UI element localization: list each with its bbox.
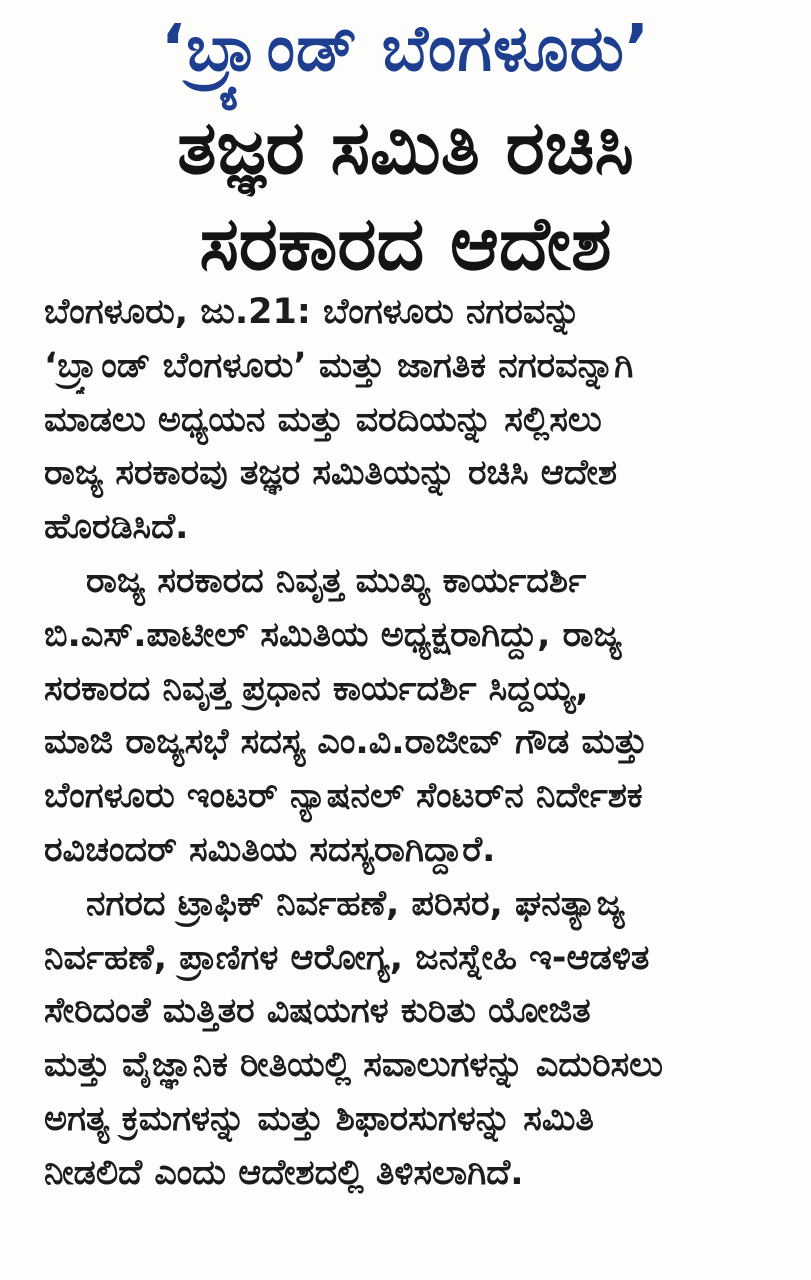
body-line: ರಾಜ್ಯ ಸರಕಾರವು ತಜ್ಞರ ಸಮಿತಿಯನ್ನು ರಚಿಸಿ ಆದೇಶ <box>44 453 618 494</box>
kicker-headline: ‘ಬ್ರ್ಯಾಂಡ್ ಬೆಂಗಳೂರು’ <box>160 12 651 86</box>
body-line: ‘ಬ್ರ್ಯಾಂಡ್ ಬೆಂಗಳೂರು’ ಮತ್ತು ಜಾಗತಿಕ ನಗರವನ್ನಾಗಿ <box>44 345 634 386</box>
body-line: ಮಾಡಲು ಅಧ್ಯಯನ ಮತ್ತು ವರದಿಯನ್ನು ಸಲ್ಲಿಸಲು <box>44 399 602 440</box>
body-line: ನಿರ್ವಹಣೆ, ಪ್ರಾಣಿಗಳ ಆರೋಗ್ಯ, ಜನಸ್ನೇಹಿ ಇ-ಆಡಳಿತ <box>44 937 650 978</box>
body-line: ಹೊರಡಿಸಿದೆ. <box>44 507 189 548</box>
article-body <box>44 286 796 1201</box>
headline-line-2: ಸರಕಾರದ ಆದೇಶ <box>199 201 612 287</box>
body-line: ಬಿ.ಎಸ್.ಪಾಟೀಲ್ ಸಮಿತಿಯ ಅಧ್ಯಕ್ಷರಾಗಿದ್ದು, ರಾಜ್ಯ <box>44 614 622 655</box>
headline-line-1: ತಜ್ಞರ ಸಮಿತಿ ರಚಿಸಿ <box>177 105 634 191</box>
body-line: ರವಿಚಂದರ್ ಸಮಿತಿಯ ಸದಸ್ಯರಾಗಿದ್ದಾರೆ. <box>44 829 496 870</box>
body-line: ಸರಕಾರದ ನಿವೃತ್ತ ಪ್ರಧಾನ ಕಾರ್ಯದರ್ಶಿ ಸಿದ್ದಯ್ಯ, <box>44 668 589 709</box>
body-line: ನಗರದ ಟ್ರಾಫಿಕ್ ನಿರ್ವಹಣೆ, ಪರಿಸರ, ಘನತ್ಯಾಜ್ಯ <box>86 883 625 924</box>
body-line: ಬೆಂಗಳೂರು ಇಂಟರ್ ನ್ಯಾಷನಲ್ ಸೆಂಟರ್‌ನ ನಿರ್ದೇಶಕ <box>44 776 643 817</box>
body-line: ಮಾಜಿ ರಾಜ್ಯಸಭೆ ಸದಸ್ಯ ಎಂ.ವಿ.ರಾಜೀವ್ ಗೌಡ ಮತ್ತು <box>44 722 648 763</box>
body-line: ರಾಜ್ಯ ಸರಕಾರದ ನಿವೃತ್ತ ಮುಖ್ಯ ಕಾರ್ಯದರ್ಶಿ <box>86 560 587 601</box>
body-line: ಮತ್ತು ವೈಜ್ಞಾನಿಕ ರೀತಿಯಲ್ಲಿ ಸವಾಲುಗಳನ್ನು ಎದುರಿಸಲು <box>44 1045 663 1086</box>
body-line: ನೀಡಲಿದೆ ಎಂದು ಆದೇಶದಲ್ಲಿ ತಿಳಿಸಲಾಗಿದೆ. <box>44 1152 524 1193</box>
body-line: ಸೇರಿದಂತೆ ಮತ್ತಿತರ ವಿಷಯಗಳ ಕುರಿತು ಯೋಜಿತ <box>44 991 591 1032</box>
body-line: ಬೆಂಗಳೂರು, ಜು.21: ಬೆಂಗಳೂರು ನಗರವನ್ನು <box>44 292 581 332</box>
body-line: ಅಗತ್ಯ ಕ್ರಮಗಳನ್ನು ಮತ್ತು ಶಿಫಾರಸುಗಳನ್ನು ಸಮಿತಿ <box>44 1098 594 1139</box>
